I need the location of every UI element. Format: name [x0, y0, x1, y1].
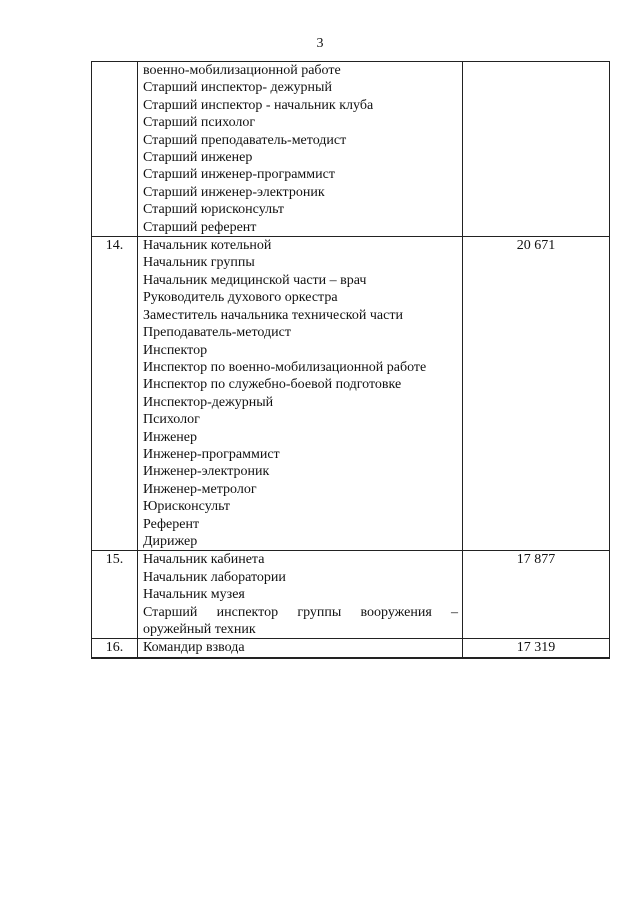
position-title: Преподаватель-методист [143, 325, 291, 341]
position-title: Инспектор по военно-мобилизационной работе [143, 359, 427, 375]
position-titles [138, 551, 463, 639]
position-title: Инспектор-дежурный [143, 394, 274, 410]
position-title: Старший инспектор- дежурный [143, 80, 332, 96]
position-title: Старший преподаватель-методист [143, 132, 347, 148]
position-title: Начальник музея [143, 587, 245, 603]
position-title: Инженер [143, 429, 198, 445]
position-title: Инспектор [143, 342, 208, 358]
position-title: военно-мобилизационной работе [143, 63, 341, 78]
position-title: Командир взвода [143, 640, 245, 656]
position-title: Руководитель духового оркестра [143, 290, 338, 306]
salary-value: 17 877 [463, 551, 610, 639]
position-title: Инженер-электроник [143, 464, 270, 480]
table-row [92, 237, 610, 551]
position-title: Референт [143, 516, 200, 532]
position-title: Юрисконсульт [143, 499, 231, 515]
salary-value [463, 62, 610, 237]
position-title: Дирижер [143, 533, 198, 549]
position-title: Начальник группы [143, 255, 255, 271]
position-title: Старший инженер [143, 150, 253, 166]
position-title: Заместитель начальника технической части [143, 307, 403, 323]
position-title: Начальник лаборатории [143, 569, 286, 585]
position-title: Старший инспектор группы вооружения – [143, 604, 458, 620]
position-title: Старший юрисконсульт [143, 202, 285, 218]
position-title: Старший инженер-программист [143, 167, 335, 183]
position-titles [138, 237, 463, 551]
position-title: оружейный техник [143, 622, 256, 637]
row-number [92, 62, 138, 237]
position-title: Начальник кабинета [143, 552, 265, 568]
position-title: Инженер-метролог [143, 481, 257, 497]
position-title: Инженер-программист [143, 446, 280, 462]
position-title: Старший инженер-электроник [143, 184, 325, 200]
row-number: 15. [92, 551, 138, 639]
position-title: Старший инспектор - начальник клуба [143, 97, 374, 113]
table-row [92, 62, 610, 237]
salary-value: 20 671 [463, 237, 610, 551]
table-row [92, 551, 610, 639]
salary-value: 17 319 [463, 639, 610, 658]
page-number: 3 [316, 36, 324, 51]
position-title: Старший психолог [143, 115, 256, 131]
table-row [92, 639, 610, 658]
position-title: Начальник котельной [143, 238, 272, 254]
position-title: Инспектор по служебно-боевой подготовке [143, 377, 402, 393]
position-title: Психолог [143, 412, 200, 428]
salary-table [91, 61, 610, 659]
position-titles [138, 639, 463, 658]
position-titles [138, 62, 463, 237]
row-number: 16. [92, 639, 138, 658]
position-title: Начальник медицинской части – врач [143, 272, 367, 288]
position-title: Старший референт [143, 219, 257, 235]
row-number: 14. [92, 237, 138, 551]
